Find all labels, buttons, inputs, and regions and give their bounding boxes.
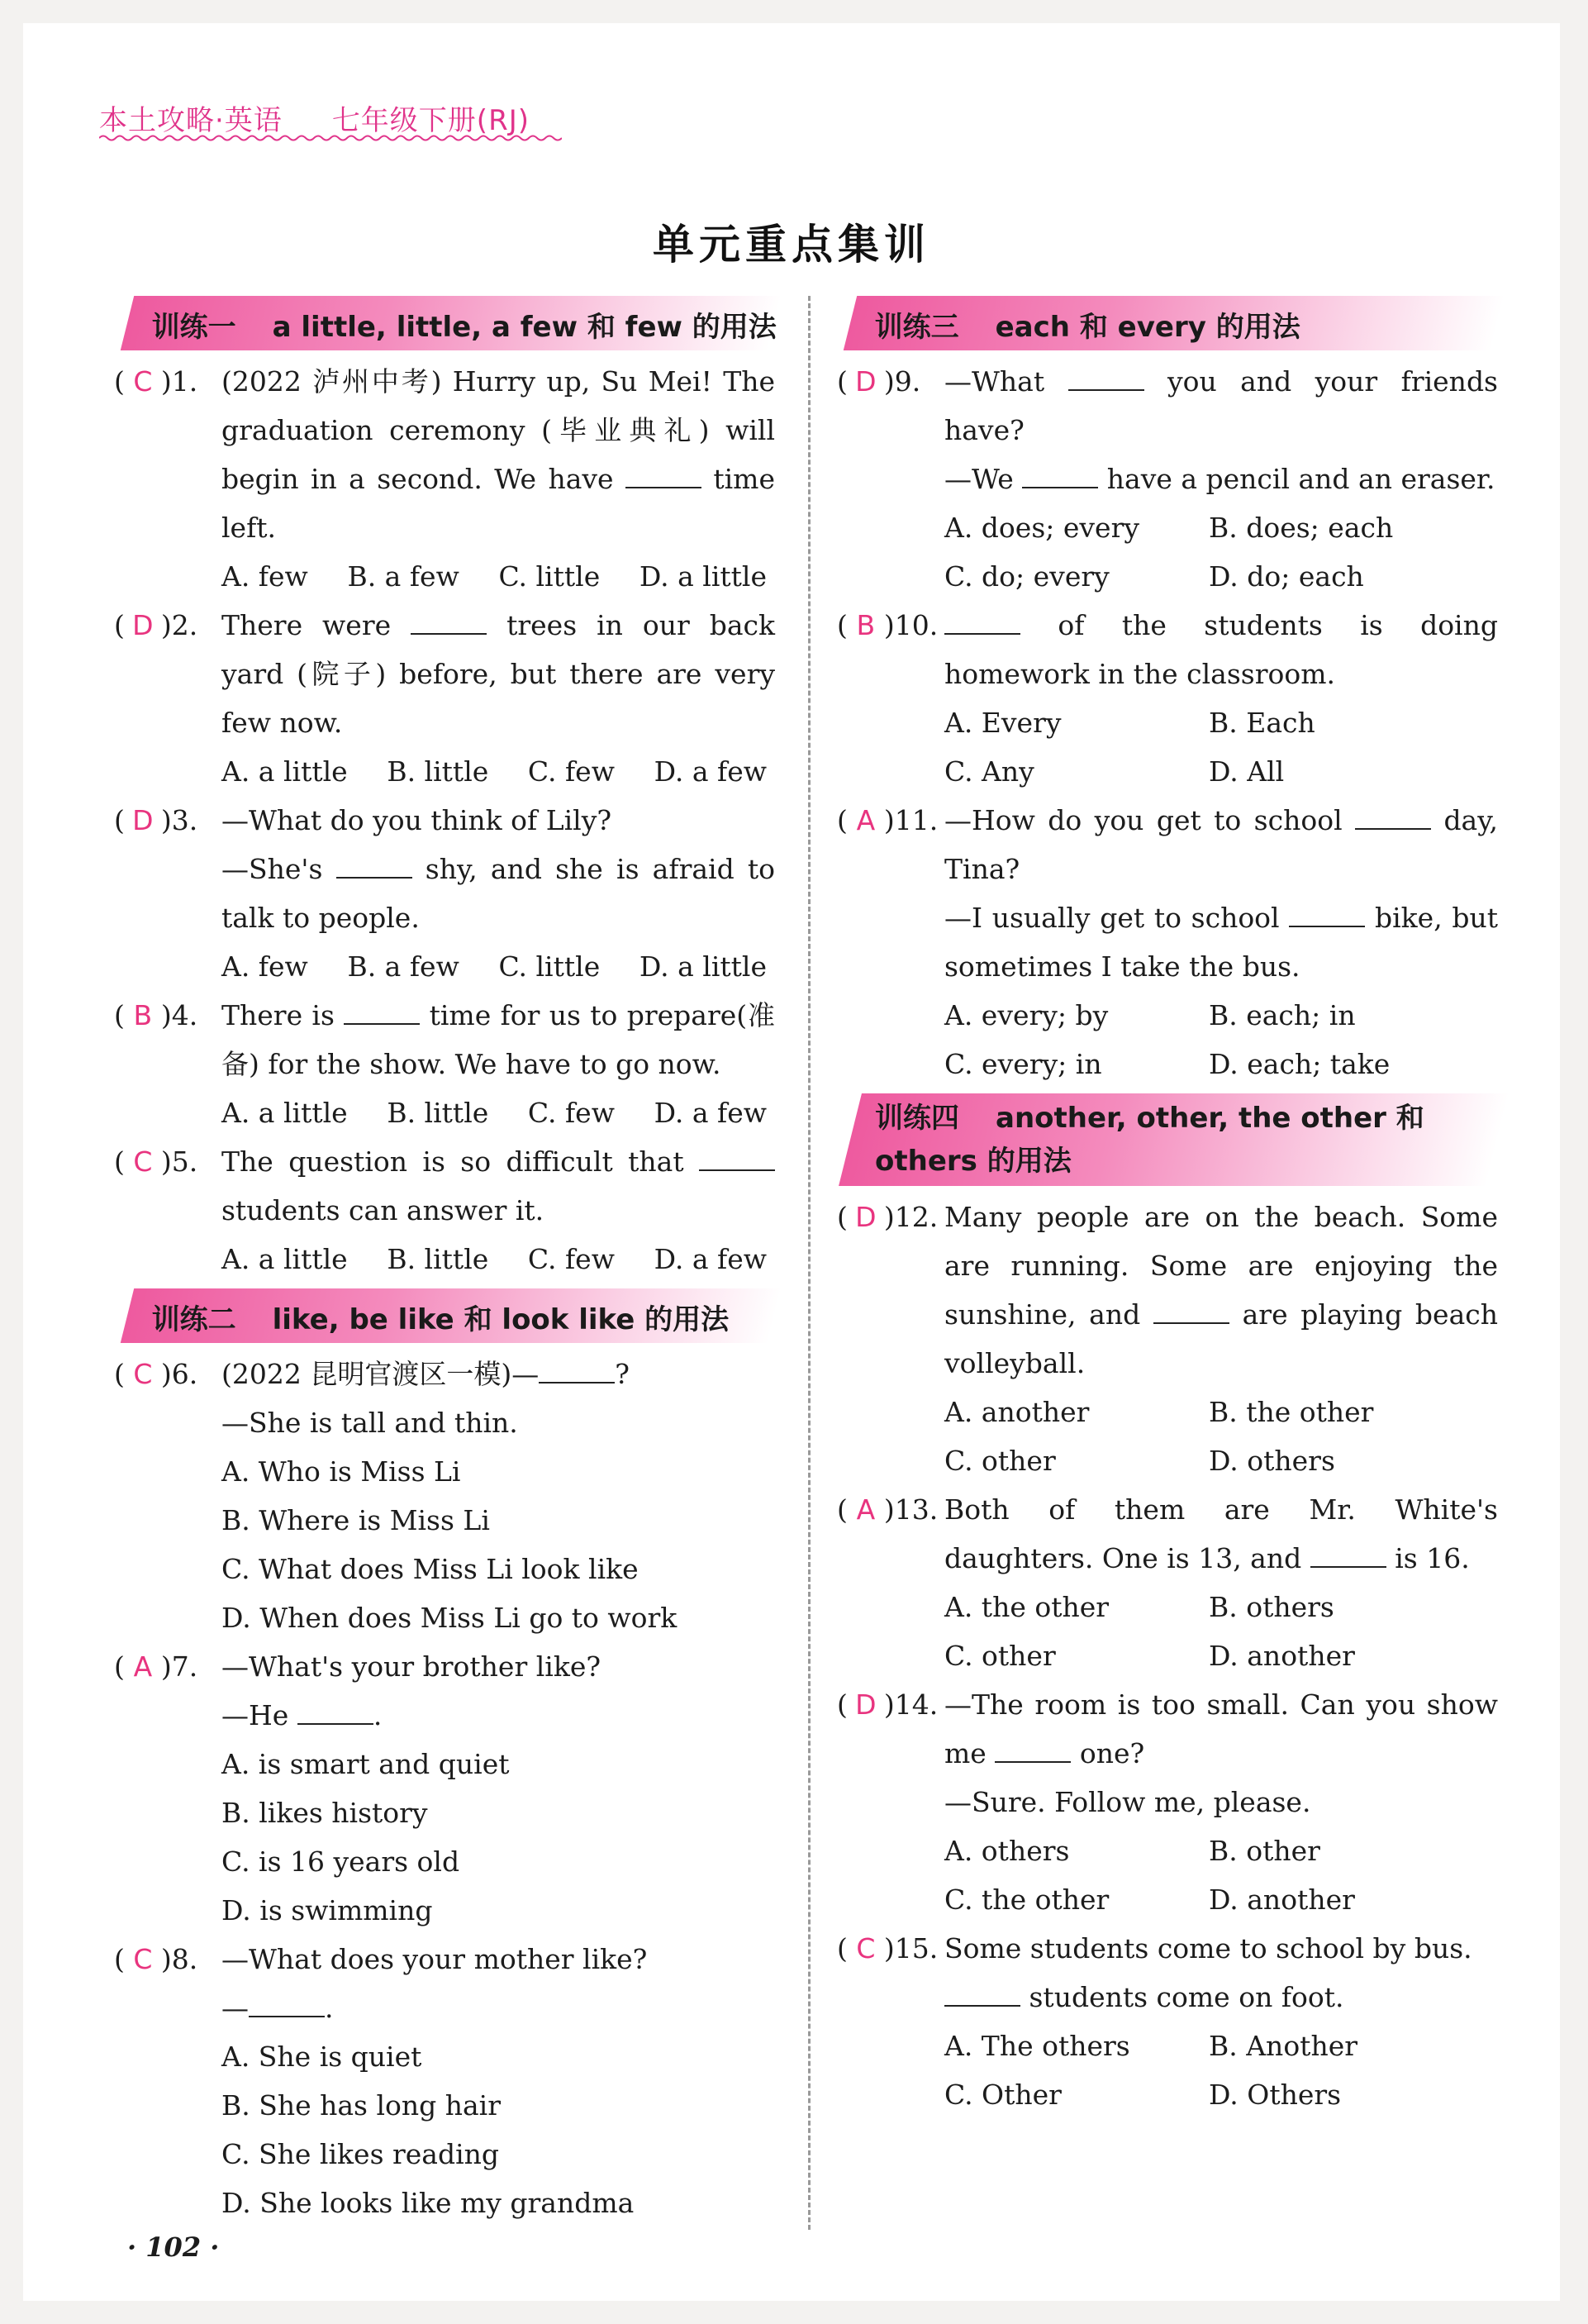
question-1 xyxy=(114,357,775,601)
stem-text: of the students is doing homework in the classroom. xyxy=(944,609,1498,690)
answer-blank xyxy=(297,1698,373,1725)
answer-letter: C xyxy=(856,1932,876,1964)
question-number: 5. xyxy=(171,1145,198,1178)
stem-text: The question is so difficult that xyxy=(221,1145,684,1178)
option-d: D. another xyxy=(1209,1640,1355,1672)
question-stem xyxy=(221,1642,775,1740)
option-b: B. little xyxy=(387,1243,489,1275)
option-a: A. The others xyxy=(944,2030,1130,2062)
option-a: A. every; by xyxy=(944,999,1109,1031)
options xyxy=(221,1235,775,1283)
header-grade: 七年级下册(RJ) xyxy=(331,104,530,137)
option-d: D. a few xyxy=(654,755,767,788)
option-c: C. other xyxy=(944,1445,1056,1477)
stem-text: Many people are on the beach. Some are running. Some are enjoying the sunshine, and xyxy=(944,1201,1498,1331)
stem-text: —How do you get to school xyxy=(944,804,1343,836)
question-12 xyxy=(837,1193,1498,1485)
question-number: 15. xyxy=(894,1932,939,1964)
question-9 xyxy=(837,357,1498,601)
stem-text: Both of them are Mr. White's daughters. One is 13, and xyxy=(944,1493,1498,1574)
page-title: 单元重点集训 xyxy=(653,221,930,269)
option-b: B. the other xyxy=(1209,1396,1374,1428)
stem-text: is 16. xyxy=(1395,1542,1470,1574)
question-stem xyxy=(221,601,775,747)
option-c: C. little xyxy=(498,560,601,593)
section-header-2 xyxy=(121,1288,782,1343)
answer-slot: ( C )6. xyxy=(114,1350,213,1398)
option-d: D. each; take xyxy=(1209,1048,1391,1080)
option-c: C. little xyxy=(498,950,601,983)
answer-slot: ( D )3. xyxy=(114,796,213,845)
question-7 xyxy=(114,1642,775,1935)
answer-blank xyxy=(944,608,1020,635)
stem-text: —What do you think of Lily? xyxy=(221,804,612,836)
answer-blank xyxy=(944,1980,1020,2007)
header-book-title: 本土攻略·英语 xyxy=(99,104,283,137)
option-d: D. is swimming xyxy=(221,1894,433,1926)
option-d: D. Others xyxy=(1209,2079,1342,2111)
option-a: A. others xyxy=(944,1835,1070,1867)
stem-text: There were xyxy=(221,609,392,641)
stem-text: —What's your brother like? xyxy=(221,1650,601,1683)
option-c: C. few xyxy=(527,1243,615,1275)
answer-blank xyxy=(995,1736,1071,1763)
option-d: D. a few xyxy=(654,1097,767,1129)
section-header-4 xyxy=(839,1093,1510,1186)
running-header xyxy=(99,98,530,138)
answer-letter: B xyxy=(856,609,876,641)
question-5 xyxy=(114,1137,775,1283)
question-number: 9. xyxy=(894,365,921,398)
section-tag: 训练一 xyxy=(151,311,236,344)
answer-letter: A xyxy=(856,804,876,836)
option-b: B. does; each xyxy=(1209,512,1394,544)
option-c: C. other xyxy=(944,1640,1056,1672)
question-14 xyxy=(837,1680,1498,1924)
option-a: A. is smart and quiet xyxy=(221,1748,510,1780)
answer-blank xyxy=(539,1357,615,1383)
answer-blank xyxy=(1310,1541,1386,1568)
answer-slot: ( D )9. xyxy=(837,357,936,406)
left-column xyxy=(114,296,775,2227)
stem-text: —She's xyxy=(221,853,323,885)
stem-text: time for us to prepare(准备) for the show. We have to go now. xyxy=(221,999,775,1080)
stem-text: . xyxy=(373,1699,383,1731)
options xyxy=(944,1583,1498,1680)
answer-slot: ( B )10. xyxy=(837,601,936,650)
answer-blank xyxy=(1068,364,1144,391)
question-stem xyxy=(221,1137,775,1235)
answer-letter: D xyxy=(132,609,154,641)
option-c: C. few xyxy=(527,1097,615,1129)
option-b: B. others xyxy=(1209,1591,1334,1623)
question-13 xyxy=(837,1485,1498,1680)
question-2 xyxy=(114,601,775,796)
stem-text: students come on foot. xyxy=(1029,1981,1344,2013)
option-c: C. the other xyxy=(944,1883,1110,1916)
answer-blank xyxy=(1289,901,1365,927)
answer-blank xyxy=(411,608,487,635)
answer-letter: D xyxy=(855,1201,877,1233)
right-column xyxy=(837,296,1498,2119)
answer-letter: D xyxy=(132,804,154,836)
stem-text: —She is tall and thin. xyxy=(221,1407,518,1439)
option-b: B. likes history xyxy=(221,1797,428,1829)
stem-text: one? xyxy=(1079,1737,1145,1769)
question-stem xyxy=(944,1485,1498,1583)
question-number: 2. xyxy=(171,609,198,641)
section-header-3 xyxy=(844,296,1505,350)
question-stem xyxy=(944,357,1498,503)
answer-letter: D xyxy=(855,365,877,398)
stem-text: —What xyxy=(944,365,1045,398)
stem-text: —We xyxy=(944,463,1014,495)
question-stem xyxy=(221,357,775,552)
answer-slot: ( C )5. xyxy=(114,1137,213,1186)
answer-blank xyxy=(344,998,420,1025)
option-a: A. the other xyxy=(944,1591,1110,1623)
options xyxy=(944,698,1498,796)
option-d: D. a little xyxy=(639,560,767,593)
question-number: 7. xyxy=(171,1650,198,1683)
option-b: B. little xyxy=(387,1097,489,1129)
options xyxy=(221,1740,775,1935)
answer-letter: D xyxy=(855,1688,877,1721)
answer-letter: A xyxy=(856,1493,876,1526)
option-a: A. She is quiet xyxy=(221,2041,422,2073)
question-stem xyxy=(221,1350,775,1447)
options xyxy=(221,942,775,991)
options xyxy=(221,1088,775,1137)
wavy-underline xyxy=(99,134,562,142)
question-number: 3. xyxy=(171,804,198,836)
stem-text: . xyxy=(325,1992,334,2024)
option-b: B. each; in xyxy=(1209,999,1356,1031)
options xyxy=(221,552,775,601)
answer-letter: C xyxy=(133,1145,153,1178)
question-11 xyxy=(837,796,1498,1088)
options xyxy=(944,1826,1498,1924)
option-a: A. another xyxy=(944,1396,1090,1428)
option-c: C. every; in xyxy=(944,1048,1102,1080)
question-number: 11. xyxy=(894,804,939,836)
stem-text: students can answer it. xyxy=(221,1194,544,1226)
option-c: C. Any xyxy=(944,755,1034,788)
option-c: C. Other xyxy=(944,2079,1062,2111)
option-c: C. do; every xyxy=(944,560,1110,593)
question-stem xyxy=(944,1924,1498,2022)
stem-text: (2022 昆明官渡区一模)— xyxy=(221,1358,540,1390)
answer-slot: ( C )15. xyxy=(837,1924,936,1973)
question-number: 8. xyxy=(171,1943,198,1975)
section-topic: a little, little, a few 和 few 的用法 xyxy=(272,311,777,344)
option-a: A. Every xyxy=(944,707,1062,739)
answer-letter: C xyxy=(133,1358,153,1390)
answer-letter: C xyxy=(133,1943,153,1975)
options xyxy=(944,1388,1498,1485)
worksheet-page xyxy=(23,23,1560,2301)
options xyxy=(944,991,1498,1088)
stem-text: have a pencil and an eraser. xyxy=(1106,463,1495,495)
option-b: B. Another xyxy=(1209,2030,1358,2062)
stem-text: (2022 泸州中考) Hurry up, Su Mei! The graduation ceremony (毕业典礼) will begin in a second. We have xyxy=(221,365,775,495)
stem-text: time left. xyxy=(221,463,775,544)
options xyxy=(944,503,1498,601)
question-stem xyxy=(944,1193,1498,1388)
option-b: B. Each xyxy=(1209,707,1315,739)
section-topic: like, be like 和 look like 的用法 xyxy=(272,1303,730,1336)
answer-slot: ( D )14. xyxy=(837,1680,936,1729)
option-d: D. do; each xyxy=(1209,560,1364,593)
option-a: A. a little xyxy=(221,1097,348,1129)
option-b: B. She has long hair xyxy=(221,2089,502,2122)
answer-slot: ( D )2. xyxy=(114,601,213,650)
answer-blank xyxy=(336,852,412,879)
question-stem xyxy=(221,991,775,1088)
stem-text: are playing beach volleyball. xyxy=(944,1298,1498,1379)
option-d: D. a little xyxy=(639,950,767,983)
question-number: 14. xyxy=(894,1688,939,1721)
answer-slot: ( C )8. xyxy=(114,1935,213,1983)
section-tag: 训练四 xyxy=(875,1102,959,1135)
option-a: A. few xyxy=(221,560,308,593)
section-header-1 xyxy=(121,296,782,350)
stem-text: trees in our back yard (院子) before, but there are very few now. xyxy=(221,609,775,739)
answer-blank xyxy=(699,1145,775,1171)
stem-text: —The room is too small. Can you show me xyxy=(944,1688,1498,1769)
question-4 xyxy=(114,991,775,1137)
answer-blank xyxy=(1355,803,1431,830)
stem-text: you and your friends have? xyxy=(944,365,1498,446)
option-a: A. does; every xyxy=(944,512,1139,544)
answer-blank xyxy=(1022,462,1098,488)
stem-text: day, Tina? xyxy=(944,804,1498,885)
section-tag: 训练二 xyxy=(151,1303,236,1336)
question-number: 6. xyxy=(171,1358,198,1390)
section-tag: 训练三 xyxy=(874,311,959,344)
option-a: A. a little xyxy=(221,755,348,788)
answer-slot: ( D )12. xyxy=(837,1193,936,1241)
option-a: A. a little xyxy=(221,1243,348,1275)
question-stem xyxy=(221,796,775,942)
options xyxy=(944,2022,1498,2119)
question-stem xyxy=(944,601,1498,698)
stem-text: shy, and she is afraid to talk to people. xyxy=(221,853,775,934)
answer-slot: ( A )11. xyxy=(837,796,936,845)
column-divider xyxy=(808,296,811,2230)
stem-text: —Sure. Follow me, please. xyxy=(944,1786,1311,1818)
section-topic: each 和 every 的用法 xyxy=(995,311,1300,344)
option-c: C. What does Miss Li look like xyxy=(221,1553,639,1585)
option-c: C. is 16 years old xyxy=(221,1845,460,1878)
answer-blank xyxy=(1153,1298,1229,1324)
option-c: C. few xyxy=(527,755,615,788)
question-stem xyxy=(944,1680,1498,1826)
answer-blank xyxy=(249,1991,325,2017)
option-a: A. few xyxy=(221,950,308,983)
options xyxy=(221,1447,775,1642)
option-d: D. When does Miss Li go to work xyxy=(221,1602,678,1634)
stem-text: ? xyxy=(615,1358,630,1390)
question-number: 1. xyxy=(171,365,198,398)
stem-text: bike, but sometimes I take the bus. xyxy=(944,902,1498,983)
stem-text: — xyxy=(221,1992,249,2024)
answer-slot: ( A )13. xyxy=(837,1485,936,1534)
option-b: B. Where is Miss Li xyxy=(221,1504,490,1536)
option-b: B. a few xyxy=(347,560,459,593)
question-number: 10. xyxy=(894,609,939,641)
answer-letter: A xyxy=(133,1650,153,1683)
answer-slot: ( C )1. xyxy=(114,357,213,406)
stem-text: There is xyxy=(221,999,335,1031)
option-b: B. a few xyxy=(347,950,459,983)
option-d: D. another xyxy=(1209,1883,1355,1916)
question-number: 4. xyxy=(171,999,198,1031)
option-d: D. a few xyxy=(654,1243,767,1275)
section-topic: another, other, the other 和 others 的用法 xyxy=(875,1102,1424,1178)
option-d: D. All xyxy=(1209,755,1285,788)
page-number: · 102 · xyxy=(127,2231,220,2263)
question-number: 12. xyxy=(894,1201,939,1233)
answer-slot: ( B )4. xyxy=(114,991,213,1040)
stem-text: —I usually get to school xyxy=(944,902,1280,934)
question-stem xyxy=(944,796,1498,991)
option-a: A. Who is Miss Li xyxy=(221,1455,461,1488)
question-15 xyxy=(837,1924,1498,2119)
answer-slot: ( A )7. xyxy=(114,1642,213,1691)
stem-text: —He xyxy=(221,1699,289,1731)
question-6 xyxy=(114,1350,775,1642)
options xyxy=(221,747,775,796)
stem-text: Some students come to school by bus. xyxy=(944,1932,1472,1964)
question-8 xyxy=(114,1935,775,2227)
answer-letter: B xyxy=(133,999,153,1031)
option-b: B. little xyxy=(387,755,489,788)
question-number: 13. xyxy=(894,1493,939,1526)
question-3 xyxy=(114,796,775,991)
option-d: D. She looks like my grandma xyxy=(221,2187,635,2219)
answer-letter: C xyxy=(133,365,153,398)
answer-blank xyxy=(625,462,701,488)
question-10 xyxy=(837,601,1498,796)
option-c: C. She likes reading xyxy=(221,2138,500,2170)
question-stem xyxy=(221,1935,775,2032)
option-d: D. others xyxy=(1209,1445,1335,1477)
options xyxy=(221,2032,775,2227)
stem-text: —What does your mother like? xyxy=(221,1943,648,1975)
option-b: B. other xyxy=(1209,1835,1320,1867)
